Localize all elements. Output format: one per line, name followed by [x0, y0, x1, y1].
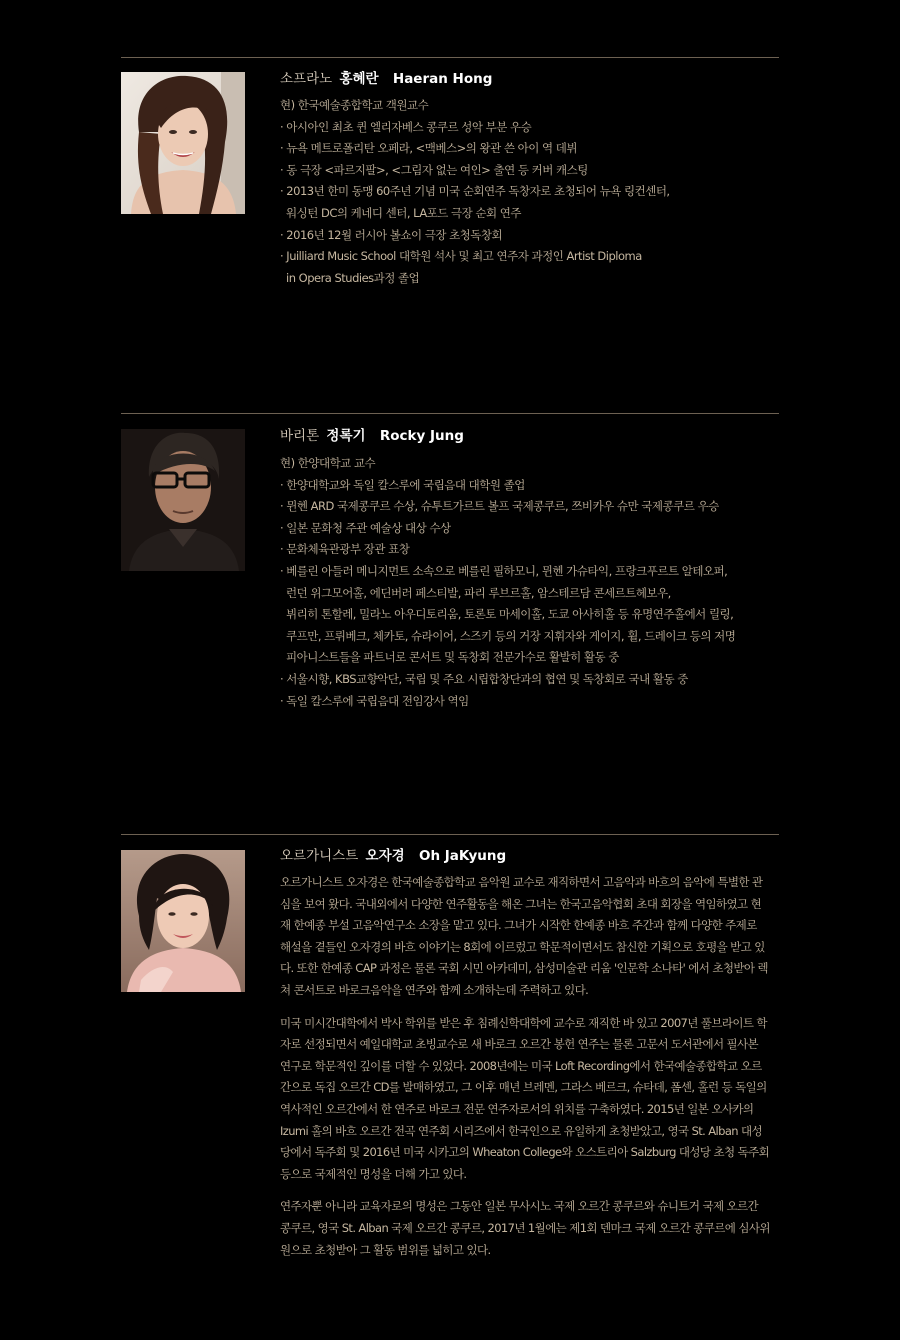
performer-role: 소프라노 [280, 71, 333, 87]
bio-line: · 뉴욕 메트로폴리탄 오페라, <맥베스>의 왕관 쓴 아이 역 데뷔 [280, 141, 577, 156]
bio-line: 뷔리히 톤할레, 밀라노 아우디토리움, 토론토 마세이홀, 도쿄 아사히홀 등 유명연주홀에서 릴링, [286, 607, 734, 622]
bio-line: 피아니스트들을 파트너로 콘서트 및 독창회 전문가수로 활발히 활동 중 [286, 650, 619, 665]
performer-name [280, 846, 506, 866]
bio-line: · 베를린 아들러 메니지먼트 소속으로 베를린 필하모니, 뮌헨 가슈타익, 프랑크푸르트 알테오퍼, [280, 563, 728, 578]
performer-name-korean: 정록기 [326, 428, 366, 444]
performer-biography [280, 872, 780, 1272]
bio-line: · 아시아인 최초 퀸 엘리자베스 콩쿠르 성악 부분 우승 [280, 119, 532, 134]
performer-name-english: Haeran Hong [392, 71, 493, 87]
divider [121, 57, 779, 58]
performer-name-korean: 오자경 [365, 848, 405, 864]
performer-biography [280, 453, 780, 712]
bio-line: in Opera Studies과정 졸업 [286, 270, 420, 285]
performer-role: 바리톤 [280, 428, 320, 444]
bio-line: 현) 한양대학교 교수 [280, 456, 376, 470]
bio-line: 쿠프만, 프뤼베크, 체카토, 슈라이어, 스즈키 등의 거장 지휘자와 게이지, 휠, 드레이크 등의 저명 [286, 628, 736, 643]
bio-line: · 2016년 12월 러시아 볼쇼이 극장 초청독창회 [280, 227, 503, 242]
performer-name-english: Rocky Jung [379, 428, 464, 444]
divider [121, 413, 779, 414]
bio-line: · 일본 문화청 주관 예술상 대상 수상 [280, 520, 451, 535]
bio-line: · 한양대학교와 독일 칼스루에 국립음대 대학원 졸업 [280, 477, 525, 492]
performer-name-english: Oh JaKyung [418, 848, 507, 864]
portrait-photo [121, 72, 245, 214]
performer-name [280, 69, 492, 89]
performer-biography [280, 95, 780, 289]
bio-line: · 2013년 한미 동맹 60주년 기념 미국 순회연주 독창자로 초청되어 뉴욕 링컨센터, [280, 184, 670, 199]
bio-line: · 서울시향, KBS교향악단, 국립 및 주요 시립합창단과의 협연 및 독창회로 국내 활동 중 [280, 671, 688, 686]
bio-paragraph: 연주자뿐 아니라 교육자로의 명성은 그동안 일본 무사시노 국제 오르간 콩쿠르와 슈니트거 국제 오르간 콩쿠르, 영국 St. Alban 국제 오르간 콩쿠르, 2017년 1월에는 제1회 덴마크 국제 오르간 콩쿠르에 심사위원으로 초청받아 그 활동 범위를 넓히고 있다. [280, 1199, 770, 1257]
divider [121, 834, 779, 835]
bio-paragraph: 오르가니스트 오자경은 한국예술종합학교 음악원 교수로 재직하면서 고음악과 바흐의 음악에 특별한 관심을 보여 왔다. 국내외에서 다양한 연주활동을 해온 그녀는 한국고음악협회 초대 회장을 역임하였고 현재 한예종 부설 고음악연구소 소장을 맡고 있다. 그녀가 시작한 한예종 바흐 주간과 함께 다양한 주제로 해설을 곁들인 오자경의 바흐 이야기는 8회에 이르렀고 학문적이면서도 참신한 기획으로 호평을 받고 있다. 또한 한예종 CAP 과정은 물론 국회 시민 아카데미, 삼성미술관 리움 '인문학 소나타' 에서 초청받아 렉쳐 콘서트로 바로크음악을 연주와 함께 소개하는데 주력하고 있다. [280, 875, 768, 997]
performer-role: 오르가니스트 [280, 848, 359, 864]
bio-line: 런던 위그모어홀, 에딘버러 페스티발, 파리 루브르홀, 암스테르담 콘세르트헤보우, [286, 585, 671, 600]
portrait-photo [121, 429, 245, 571]
bio-line: · Juilliard Music School 대학원 석사 및 최고 연주자 과정인 Artist Diploma [280, 249, 642, 264]
bio-line: · 문화체육관광부 장관 표창 [280, 542, 410, 557]
performer-name-korean: 홍혜란 [339, 71, 379, 87]
bio-line: 현) 한국예술종합학교 객원교수 [280, 98, 429, 112]
bio-line: · 독일 칼스루에 국립음대 전임강사 역임 [280, 693, 469, 708]
portrait-photo [121, 850, 245, 992]
performer-name [280, 426, 464, 446]
bio-line: · 동 극장 <파르지팔>, <그림자 없는 여인> 출연 등 커버 캐스팅 [280, 162, 588, 177]
bio-paragraph: 미국 미시간대학에서 박사 학위를 받은 후 침례신학대학에 교수로 재직한 바 있고 2007년 풀브라이트 학자로 선정되면서 예일대학교 초빙교수로 새 바로크 오르간 봉헌 연주는 물론 고문서 도서관에서 필사본 연구로 학문적인 깊이를 더할 수 있었다. 2008년에는 미국 Loft Recording에서 한국예술종합학교 오르간으로 독집 오르간 CD를 발매하였고, 그 이후 매년 브레멘, 그라스 베르크, 슈타데, 폼센, 홀런 등 독일의 역사적인 오르간에서 한 연주로 바로크 전문 연주자로서의 위치를 구축하였다. 2015년 일본 오사카의 Izumi 홀의 바흐 오르간 전곡 연주회 시리즈에서 한국인으로 유일하게 초청받았고, 영국 St. Alban 대성당에서 독주회 및 2016년 미국 시카고의 Wheaton College와 오스트리아 Salzburg 대성당 초청 독주회 등으로 국제적인 명성을 더해 가고 있다. [280, 1015, 770, 1181]
bio-line: 워싱턴 DC의 케네디 센터, LA포드 극장 순회 연주 [286, 205, 522, 220]
bio-line: · 뮌헨 ARD 국제콩쿠르 수상, 슈투트가르트 볼프 국제콩쿠르, 쯔비카우 슈만 국제콩쿠르 우승 [280, 499, 719, 514]
